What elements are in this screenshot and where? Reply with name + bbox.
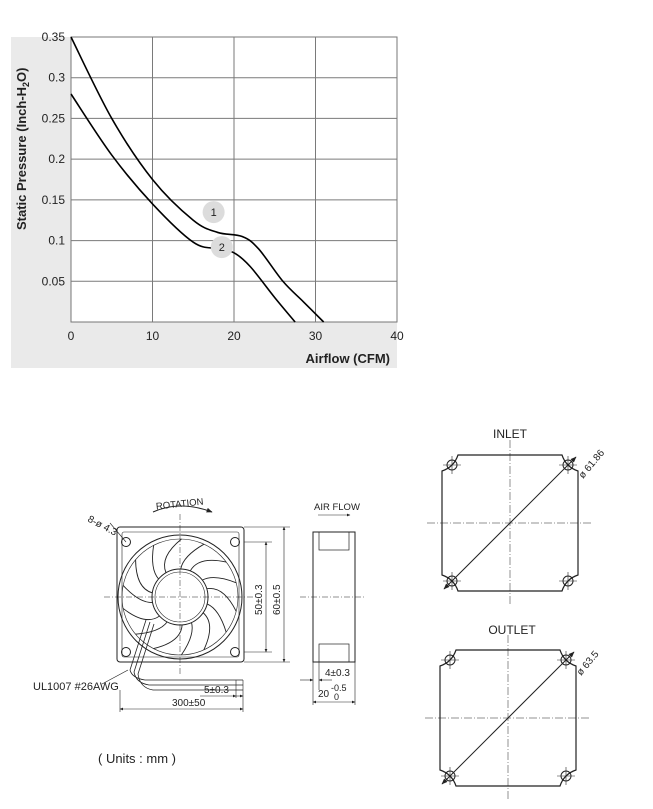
fan-blade <box>136 545 159 593</box>
outlet-title: OUTLET <box>488 623 536 637</box>
y-axis-label-sub: 2 <box>21 81 31 87</box>
x-tick-label: 30 <box>308 329 323 343</box>
airflow-label: AIR FLOW <box>314 502 360 513</box>
x-axis-label: Airflow (CFM) <box>305 351 390 366</box>
fan-blade <box>123 585 159 619</box>
dim-strip-label: 5±0.3 <box>204 685 229 696</box>
y-tick-label: 0.35 <box>41 30 65 44</box>
y-tick-label: 0.15 <box>41 192 65 207</box>
fan-blade <box>207 588 236 632</box>
y-tick-label: 0.1 <box>48 233 65 248</box>
inlet-diameter-label: ø 61.86 <box>576 447 608 481</box>
dim-depth-upper: -0.5 <box>331 683 347 693</box>
y-tick-label: 0.05 <box>41 274 65 289</box>
y-tick-label: 0.3 <box>48 70 65 85</box>
dim-height-lines <box>244 527 290 662</box>
fan-blade <box>181 613 209 655</box>
units-note: ( Units : mm ) <box>98 751 176 766</box>
wire-spec-label: UL1007 #26AWG <box>33 681 119 693</box>
y-tick-label: 0.25 <box>41 111 65 126</box>
dim-outer-label: 60±0.5 <box>272 584 283 615</box>
inlet-view <box>427 440 593 606</box>
mount-hole-bottom-right <box>231 648 240 657</box>
dim-thickness-label: 4±0.3 <box>325 668 350 679</box>
series-label-2: 2 <box>218 242 225 255</box>
x-tick-label: 20 <box>227 329 241 343</box>
rotation-label: ROTATION <box>155 496 205 513</box>
hole-spec-label: 8-ø 4.3 <box>85 513 119 539</box>
series-label-1: 1 <box>210 207 217 220</box>
x-tick-label: 40 <box>390 329 404 343</box>
x-tick-label: 0 <box>67 329 75 343</box>
fan-blade <box>164 539 203 573</box>
fan-blade <box>190 560 236 583</box>
x-tick-label: 10 <box>145 329 160 343</box>
y-axis-label-main: Static Pressure (Inch-H <box>14 86 29 230</box>
dim-wire-length-label: 300±50 <box>172 698 206 709</box>
outlet-diameter-label: ø 63.5 <box>574 649 602 678</box>
side-flange-top <box>319 532 349 550</box>
inlet-title: INLET <box>492 427 528 441</box>
y-axis-label <box>14 67 31 230</box>
dim-depth-lower: 0 <box>334 692 340 702</box>
side-flange-bottom <box>319 644 349 662</box>
dim-depth-base: 20 <box>318 689 330 700</box>
mount-hole-top-right <box>231 538 240 547</box>
outlet-view <box>425 635 591 801</box>
dim-inner-label: 50±0.3 <box>254 584 265 615</box>
y-tick-label: 0.2 <box>48 152 65 167</box>
pq-curve-chart <box>11 30 404 368</box>
mount-hole-bottom-left <box>122 648 131 657</box>
y-axis-label-tail: O) <box>14 67 29 82</box>
